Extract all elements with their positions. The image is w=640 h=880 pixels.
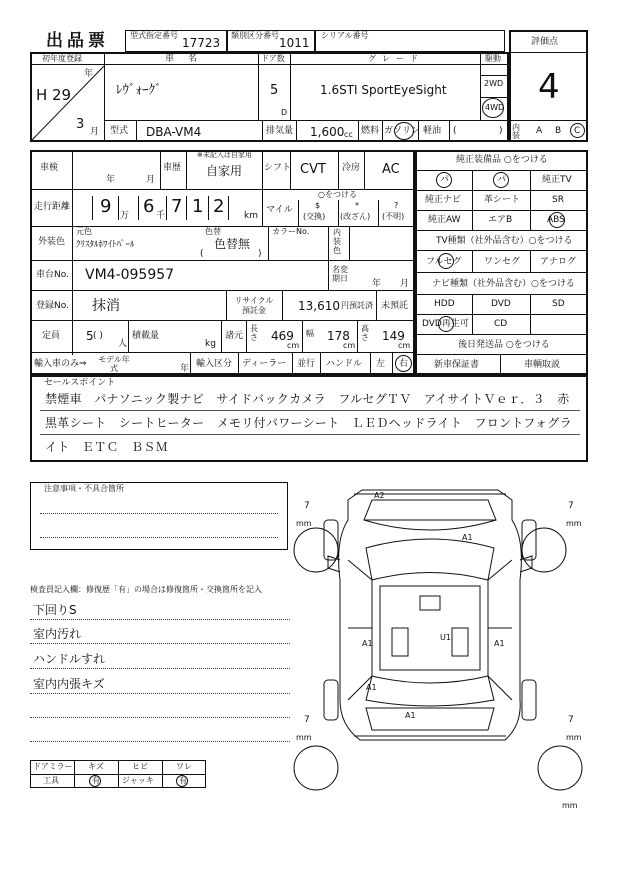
equip-tv: 純正TV: [542, 175, 572, 185]
serial-label: シリアル番号: [321, 31, 369, 40]
tamper-label: (改ざん): [340, 212, 371, 221]
light-oil-paren-open: (: [453, 126, 457, 136]
shaken-label: 車検: [40, 163, 59, 173]
tv-oneseg: ワンセグ: [484, 257, 521, 267]
navi-hdd: HDD: [434, 299, 455, 309]
shift-value: CVT: [300, 162, 326, 177]
equip-airbag: エアB: [488, 215, 513, 225]
class-label: 類別区分番号: [231, 31, 279, 40]
mark-a1-trunk: A1: [405, 711, 416, 720]
length-unit: cm: [287, 341, 300, 350]
displacement-value: 1,600: [310, 125, 345, 139]
note-line-3: ハンドルすれ: [33, 652, 106, 666]
handle-left: 左: [376, 359, 386, 369]
mileage-label: 走行距離: [34, 202, 71, 212]
unknown-label: (不明): [382, 212, 405, 221]
equip-abs: ABS: [547, 215, 565, 225]
kind-label: 車歴: [163, 163, 182, 173]
mileage-digit-2: 6: [143, 196, 155, 217]
recycle-unpaid: 未預託: [381, 301, 409, 311]
length-label: 長さ: [250, 324, 258, 342]
unknown-symbol: ?: [394, 201, 399, 210]
grade-label: グレード: [368, 54, 424, 63]
recycle-value: 13,610: [298, 299, 340, 313]
form-title: 出品票: [46, 31, 109, 51]
era: H: [36, 86, 48, 104]
model-year-unit: 年: [180, 364, 190, 374]
swap-symbol: $: [315, 201, 321, 210]
doors-value: 5: [270, 83, 279, 98]
color-paren-close: ): [258, 249, 262, 259]
inspector-note: 検査員記入欄：修復歴「有」の場合は修復箇所・交換箇所を記入: [30, 585, 262, 594]
parallel-label: 並行: [297, 359, 316, 369]
mileage-digit-3: 7: [171, 196, 183, 217]
tamper-symbol: *: [355, 201, 359, 210]
equip-navi: 純正ナビ: [425, 195, 462, 205]
mark-a1-rear-left: A1: [366, 683, 377, 692]
mark-a2: A2: [374, 491, 385, 500]
year-num: 29: [52, 86, 72, 104]
reg-label: 登録No.: [36, 301, 69, 311]
displacement-unit: cc: [344, 130, 353, 139]
shift-label: シフト: [264, 163, 292, 173]
swap-label: (交換): [303, 212, 326, 221]
navi-dvd: DVD: [491, 299, 511, 309]
model-year-label: モデル年式: [98, 355, 130, 373]
interior-grade-a: A: [536, 126, 543, 136]
navi-cd: CD: [494, 319, 508, 329]
sales-point-line-2: 黒革シート シートヒーター メモリ付パワーシート ＬＥＤヘッドライト フロントフォグラ: [45, 416, 572, 430]
equip-leather: 革シート: [484, 195, 521, 205]
recycle-label: リサイクル預託金: [234, 296, 274, 315]
color-current-value: 色替無: [214, 237, 251, 251]
defects-jack-label: ジャッキ: [122, 776, 154, 785]
mileage-digit-1: 9: [100, 196, 112, 217]
tv-fullseg: フルセグ: [426, 257, 462, 267]
cooler-value: AC: [382, 162, 400, 177]
kind-value: 自家用: [206, 164, 243, 178]
doors-suffix: D: [281, 108, 288, 117]
import-label: 輸入車のみ⇒: [34, 359, 87, 369]
doors-label: ドア数: [261, 54, 285, 63]
interior-grade-label: 内装: [512, 123, 520, 140]
defects-tools-value: 有: [92, 776, 100, 785]
chassis-value: VM4-095957: [85, 267, 175, 283]
name-change-year: 年: [372, 279, 382, 289]
drive-label: 駆動: [485, 54, 501, 63]
interior-grade-b: B: [555, 126, 562, 136]
type-cert-value: 17723: [182, 36, 221, 50]
kind-note: ※未記入は自家用: [197, 151, 252, 159]
dealer-label: ディーラー: [242, 359, 287, 369]
navi-title: ナビ種類（社外品含む）○をつける: [432, 279, 575, 289]
navi-dvd-play: DVD再生可: [422, 319, 469, 329]
interior-color-label: 内装色: [333, 228, 341, 255]
mile-label: マイル: [266, 205, 293, 215]
docs-warranty: 新車保証書: [434, 360, 480, 370]
docs-manual: 車輌取説: [524, 360, 561, 370]
mark-a1-left-door: A1: [362, 639, 373, 648]
defects-header-crack: ヒビ: [132, 762, 148, 771]
color-paren-open: (: [200, 249, 204, 259]
car-name-value: ﾚｳﾞｫｰｸﾞ: [116, 83, 162, 98]
mileage-km: km: [244, 211, 258, 221]
color-label: 外装色: [38, 237, 66, 247]
tire-rr-value: 7: [568, 715, 574, 725]
handle-right: 右: [399, 359, 409, 369]
dims-label: 諸元: [225, 331, 244, 341]
color-current-label: 色替: [205, 227, 221, 236]
capacity-paren: ( ): [93, 331, 103, 341]
mileage-note: ○をつける: [318, 190, 357, 199]
equipment-title: 純正装備品 ○をつける: [456, 155, 548, 165]
mark-a1-hood: A1: [462, 533, 473, 542]
mark-u1: U1: [440, 633, 451, 642]
tv-title: TV種類（社外品含む）○をつける: [436, 236, 573, 246]
name-change-month: 月: [400, 279, 410, 289]
score-value: 4: [538, 67, 560, 107]
mileage-digit-5: 2: [213, 196, 225, 217]
tire-rl-mm: mm: [296, 733, 312, 742]
sales-point-line-1: 禁煙車 パナソニック製ナビ サイドバックカメラ フルセグＴＶ アイサイトＶｅｒ．３ 赤: [45, 392, 570, 406]
width-unit: cm: [343, 341, 356, 350]
mileage-man: 万: [120, 211, 130, 221]
model-label: 型式: [110, 126, 129, 136]
light-oil-label: 軽油: [423, 126, 442, 136]
tire-rl-value: 7: [304, 715, 310, 725]
shaken-year: 年: [106, 175, 116, 185]
grade-value: 1.6STI SportEyeSight: [320, 83, 447, 97]
month-unit: 月: [90, 127, 100, 137]
sales-point-label: セールスポイント: [44, 378, 116, 388]
reg-value: 抹消: [92, 298, 120, 314]
type-cert-label: 型式指定番号: [130, 31, 178, 40]
drive-4wd: 4WD: [485, 103, 505, 112]
notes-title: 注意事項・不具合箇所: [44, 484, 124, 493]
docs-title: 後日発送品 ○をつける: [458, 340, 550, 350]
model-value: DBA-VM4: [146, 125, 202, 139]
note-line-4: 室内内張キズ: [33, 677, 105, 691]
equip-aw: 純正AW: [428, 215, 461, 225]
fuel-value: ガソリン: [384, 126, 421, 136]
tire-fr-value: 7: [568, 501, 574, 511]
equip-pa-1: パ: [440, 175, 450, 185]
drive-2wd: 2WD: [484, 79, 504, 88]
shaken-month: 月: [146, 175, 156, 185]
tire-rr-mm: mm: [566, 733, 582, 742]
note-line-1: 下回りS: [33, 603, 77, 617]
height-value: 149: [382, 329, 405, 343]
sales-point-line-3: イト ＥＴＣ ＢＳＭ: [45, 440, 169, 454]
capacity-value: 5: [86, 329, 94, 343]
tire-fr-mm: mm: [566, 519, 582, 528]
width-label: 幅: [306, 329, 314, 338]
defects-tools-label: 工具: [43, 776, 59, 785]
load-unit: kg: [205, 339, 216, 349]
spare-tire-mm: mm: [562, 801, 578, 810]
chassis-label: 車台No.: [36, 270, 69, 280]
colorno-label: カラーNo.: [272, 227, 310, 236]
width-value: 178: [327, 329, 350, 343]
equip-sr: SR: [552, 195, 564, 205]
length-value: 469: [271, 329, 294, 343]
mileage-sen: 千: [156, 211, 166, 221]
displacement-label: 排気量: [266, 126, 294, 136]
color-original-label: 元色: [76, 227, 92, 236]
defects-header-scratch: キズ: [88, 762, 104, 771]
handle-label: ハンドル: [326, 359, 363, 369]
recycle-unit: 円預託済: [341, 301, 373, 310]
tire-fl-mm: mm: [296, 519, 312, 528]
equip-pa-2: パ: [497, 175, 507, 185]
navi-sd: SD: [552, 299, 565, 309]
height-unit: cm: [398, 341, 411, 350]
color-original-value: ｸﾘｽﾀﾙﾎﾜｲﾄﾊﾟｰﾙ: [76, 240, 135, 250]
import-type-label: 輸入区分: [196, 359, 233, 369]
mileage-digit-4: 1: [192, 196, 204, 217]
capacity-label: 定員: [42, 331, 61, 341]
cooler-label: 冷房: [342, 163, 361, 173]
capacity-unit: 人: [118, 339, 128, 349]
car-name-label: 車名: [165, 54, 212, 64]
score-label: 評価点: [531, 37, 559, 47]
fuel-label: 燃料: [361, 126, 380, 136]
first-reg-label: 初年度登録: [42, 54, 82, 63]
load-label: 積載量: [132, 331, 160, 341]
tire-fl-value: 7: [304, 501, 310, 511]
interior-grade-c: C: [574, 126, 581, 136]
tv-analog: アナログ: [540, 257, 577, 267]
name-change-label: 名変期日: [332, 265, 348, 283]
defects-header-mirror: ドアミラー: [33, 762, 73, 771]
month-num: 3: [76, 117, 85, 132]
light-oil-paren-close: ): [499, 126, 503, 136]
height-label: 高さ: [361, 324, 369, 342]
mark-a1-right-door: A1: [494, 639, 505, 648]
year-unit: 年: [84, 69, 94, 79]
class-value: 1011: [279, 36, 310, 50]
defects-jack-value: 有: [179, 776, 187, 785]
note-line-2: 室内汚れ: [33, 627, 82, 641]
defects-header-break: ワレ: [176, 762, 192, 771]
